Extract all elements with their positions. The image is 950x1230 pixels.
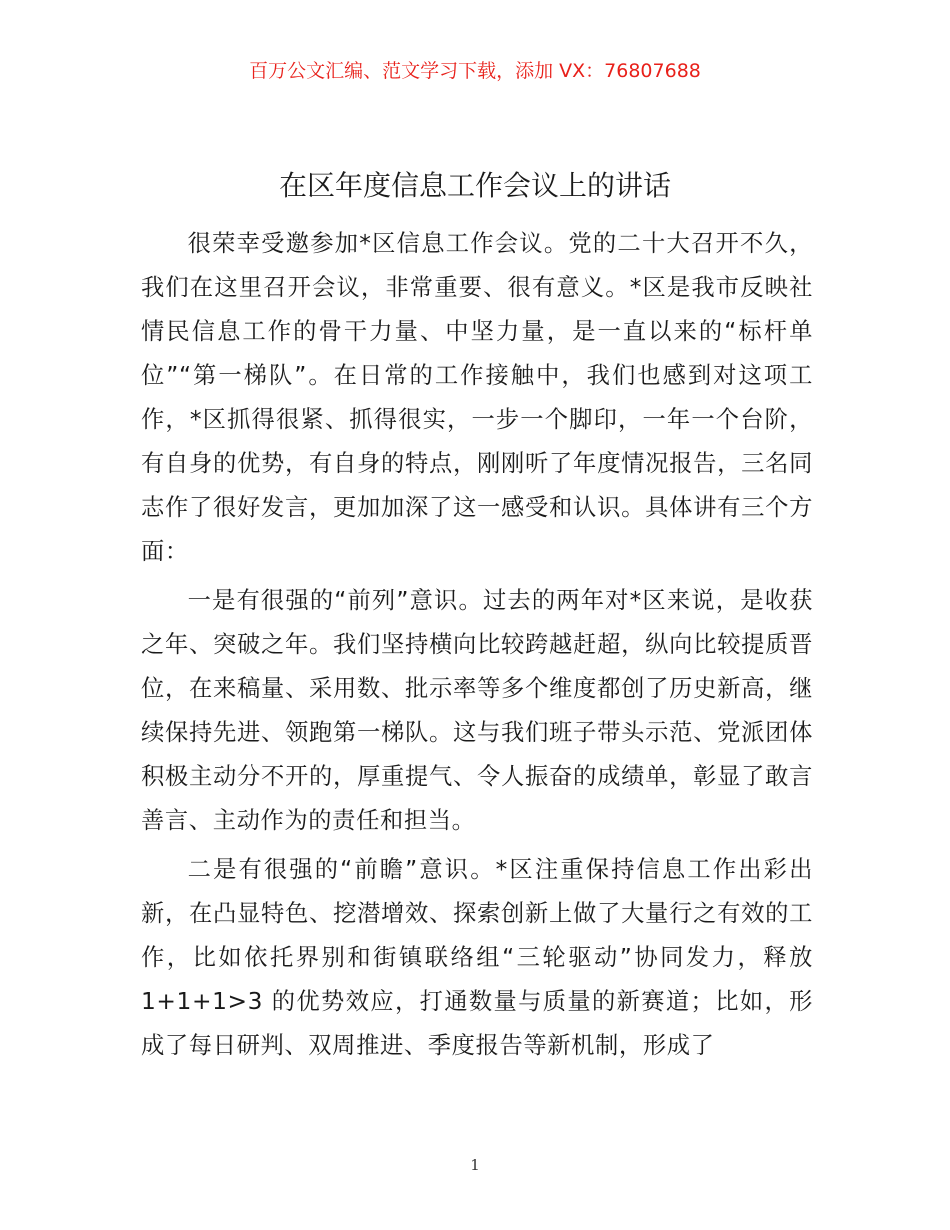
paragraph-intro: 很荣幸受邀参加*区信息工作会议。党的二十大召开不久，我们在这里召开会议，非常重要、很有意义。*区是我市反映社情民信息工作的骨干力量、中坚力量，是一直以来的“标杆单位”“第一梯队”。在日常的工作接触中，我们也感到对这项工作，*区抓得很紧、抓得很实，一步一个脚印，一年一个台阶，有自身的优势，有自身的特点，刚刚听了年度情况报告，三名同志作了很好发言，更加加深了这一感受和认识。具体讲有三个方面：	[141, 230, 813, 565]
watermark-header-note: 百万公文汇编、范文学习下载，添加 VX：76807688	[249, 60, 701, 82]
paragraph-point-one: 一是有很强的“前列”意识。过去的两年对*区来说，是收获之年、突破之年。我们坚持横向比较跨越赶超，纵向比较提质晋位，在来稿量、采用数、批示率等多个维度都创了历史新高，继续保持先进、领跑第一梯队。这与我们班子带头示范、党派团体积极主动分不开的，厚重提气、令人振奋的成绩单，彰显了敢言善言、主动作为的责任和担当。	[141, 587, 813, 834]
paragraph-point-two: 二是有很强的“前瞻”意识。*区注重保持信息工作出彩出新，在凸显特色、挖潜增效、探索创新上做了大量行之有效的工作，比如依托界别和街镇联络组“三轮驱动”协同发力，释放 1+1+1>3 的优势效应，打通数量与质量的新赛道；比如，形成了每日研判、双周推进、季度报告等新机制，形成了	[141, 856, 813, 1059]
document-title: 在区年度信息工作会议上的讲话	[278, 169, 671, 202]
page-number: 1	[470, 1156, 480, 1174]
document-body	[141, 222, 813, 1073]
